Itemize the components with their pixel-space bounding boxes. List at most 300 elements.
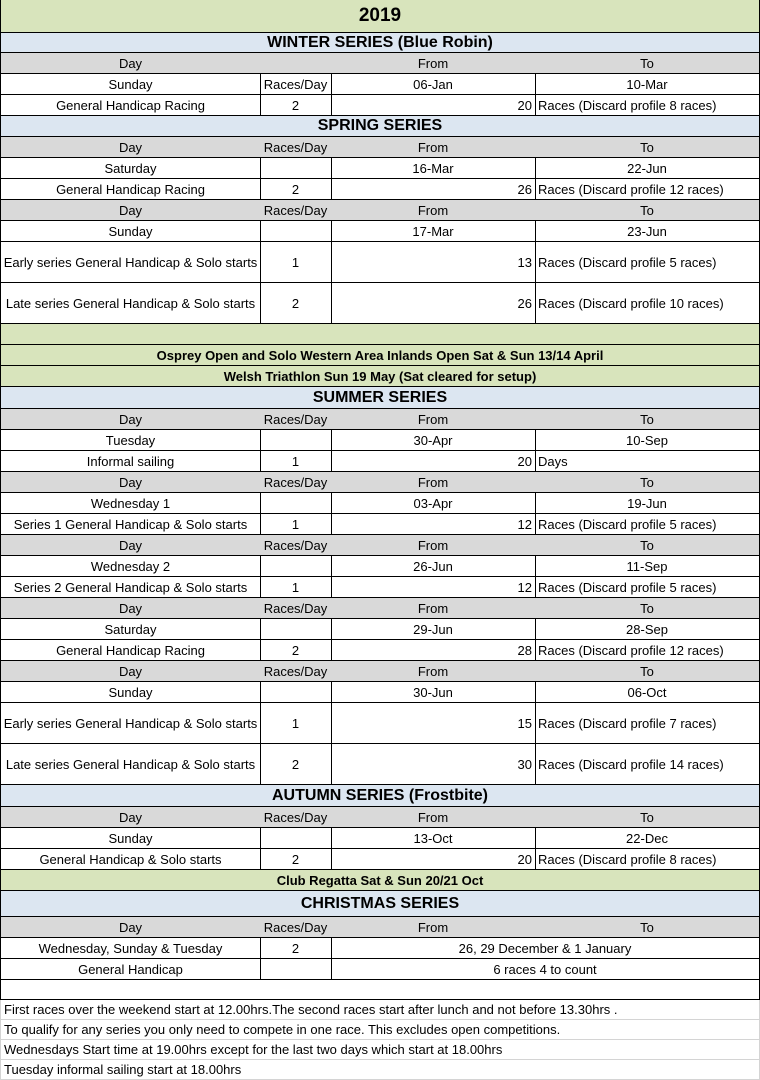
event-regatta-cell-text: Club Regatta Sat & Sun 20/21 Oct [276,872,484,888]
day-cell-text: Wednesday 2 [90,558,171,574]
to-date-text: 06-Oct [627,684,667,700]
header-from-text: From [417,919,449,935]
header-to-text: To [640,600,654,616]
day-cell-text: Wednesday 1 [90,495,171,511]
race-description-text: Races (Discard profile 5 races) [538,579,717,595]
header-day-text: Day [118,139,143,155]
series-detail-row [0,577,760,598]
day-cell-text: Sunday [108,830,153,846]
races-per-day [260,514,332,535]
races-cell-text: Races/Day [263,76,328,92]
header-races-per-day [260,137,332,158]
race-type-text: Early series General Handicap & Solo starts [3,715,258,731]
race-description [535,849,760,870]
race-description [535,640,760,661]
to-date [535,221,760,242]
day-cell [0,430,261,451]
header-from [331,598,536,619]
series-detail-row [0,849,760,870]
header-races-per-day [260,661,332,682]
header-to-text: To [640,139,654,155]
header-day [0,917,261,938]
races-cell [260,158,332,179]
header-races-per-day [260,917,332,938]
header-day [0,598,261,619]
header-to [535,917,760,938]
header-day-text: Day [118,537,143,553]
to-date [535,682,760,703]
to-date [535,828,760,849]
to-date-text: 22-Dec [626,830,668,846]
day-cell [0,158,261,179]
series-detail-row [0,451,760,472]
race-type [0,703,261,744]
header-day [0,807,261,828]
header-to-text: To [640,537,654,553]
race-type-text: General Handicap & Solo starts [39,851,222,867]
races-per-day-text: 1 [291,254,300,270]
from-date-text: 29-Jun [413,621,453,637]
day-cell-text: Saturday [104,621,157,637]
race-description-text: Days [538,453,568,469]
note-2-text: To qualify for any series you only need to compete in one race. This excludes open competitions. [4,1022,561,1037]
from-date [331,158,536,179]
christmas-day-text: Wednesday, Sunday & Tuesday [38,940,223,956]
race-description-text: Races (Discard profile 12 races) [538,181,724,197]
christmas-dates-text: 26, 29 December & 1 January [458,940,632,956]
day-row [0,682,760,703]
from-date-text: 30-Apr [413,432,453,448]
day-cell [0,556,261,577]
event-triathlon-cell-text: Welsh Triathlon Sun 19 May (Sat cleared for setup) [223,368,537,384]
races-per-day-text: 2 [291,642,300,658]
race-description [535,283,760,324]
christmas-day [0,938,261,959]
header-to [535,200,760,221]
christmas-series-title [0,891,760,917]
to-date [535,556,760,577]
header-from-text: From [417,55,449,71]
header-races-per-day-text: Races/Day [263,202,328,218]
header-to [535,409,760,430]
header-races-per-day [260,409,332,430]
races-per-day-text: 2 [291,295,300,311]
races-per-day [260,95,332,116]
spring-series-title [0,116,760,137]
day-row [0,556,760,577]
header-day-text: Day [118,474,143,490]
race-count-text: 20 [517,453,532,469]
race-count-text: 26 [517,295,532,311]
race-count-text: 20 [517,97,532,113]
from-date [331,828,536,849]
race-count-text: 12 [517,516,532,532]
race-count [331,849,536,870]
header-races-per-day-text: Races/Day [263,809,328,825]
to-date-text: 23-Jun [627,223,667,239]
day-cell-text: Saturday [104,160,157,176]
header-to [535,472,760,493]
column-header-row [0,53,760,74]
to-date [535,74,760,95]
to-date [535,158,760,179]
autumn-series-title-cell [0,785,760,807]
race-type-text: Late series General Handicap & Solo starts [5,295,256,311]
header-day [0,137,261,158]
races-per-day [260,577,332,598]
header-from-text: From [417,411,449,427]
to-date-text: 11-Sep [626,558,668,574]
autumn-series-title-cell-text: AUTUMN SERIES (Frostbite) [272,786,488,804]
column-header-row [0,661,760,682]
to-date [535,493,760,514]
from-date-text: 03-Apr [413,495,453,511]
races-cell [260,493,332,514]
christmas-series-title-cell [0,891,760,917]
races-per-day-text: 1 [291,453,300,469]
blank-row [0,980,760,1000]
header-races-per-day [260,535,332,556]
header-from [331,409,536,430]
column-header-row [0,598,760,619]
header-to-text: To [640,55,654,71]
christmas-dates [331,938,760,959]
races-per-day-text: 2 [291,97,300,113]
summer-series-title [0,387,760,409]
race-type [0,577,261,598]
to-date [535,619,760,640]
header-races-per-day-text: Races/Day [263,663,328,679]
race-type [0,179,261,200]
day-row [0,619,760,640]
christmas-empty [260,959,332,980]
day-cell [0,619,261,640]
header-from-text: From [417,663,449,679]
day-cell [0,493,261,514]
header-from-text: From [417,537,449,553]
header-to-text: To [640,411,654,427]
day-cell-text: Sunday [108,223,153,239]
header-day-text: Day [118,55,143,71]
header-from-text: From [417,809,449,825]
race-description-text: Races (Discard profile 8 races) [538,851,717,867]
from-date-text: 13-Oct [413,830,453,846]
races-per-day [260,849,332,870]
christmas-detail-row [0,959,760,980]
year-title-cell [0,0,760,33]
header-day [0,200,261,221]
race-type [0,451,261,472]
race-type [0,744,261,785]
races-per-day-text: 2 [291,756,300,772]
header-to [535,535,760,556]
header-day [0,409,261,430]
header-races-per-day-text: Races/Day [263,919,328,935]
spacer-band [0,324,760,345]
header-to-text: To [640,919,654,935]
day-cell [0,682,261,703]
blank-cell [0,980,760,1000]
note-row [0,1060,760,1080]
day-cell [0,74,261,95]
from-date [331,430,536,451]
from-date [331,682,536,703]
header-to [535,53,760,74]
from-date [331,619,536,640]
day-cell-text: Sunday [108,684,153,700]
summer-series-title-cell [0,387,760,409]
christmas-count [331,959,760,980]
header-to [535,137,760,158]
series-detail-row [0,95,760,116]
header-from [331,200,536,221]
note-row [0,1020,760,1040]
christmas-count-text: 6 races 4 to count [493,961,597,977]
from-date-text: 16-Mar [412,160,454,176]
autumn-series-title [0,785,760,807]
header-from [331,535,536,556]
header-from [331,807,536,828]
event-triathlon-cell [0,366,760,387]
races-per-day-text: 2 [291,181,300,197]
day-row [0,828,760,849]
race-description-text: Races (Discard profile 10 races) [538,295,724,311]
races-per-day-text: 1 [291,715,300,731]
race-count [331,577,536,598]
header-to [535,661,760,682]
from-date-text: 26-Jun [413,558,453,574]
event-osprey-cell-text: Osprey Open and Solo Western Area Inlands Open Sat & Sun 13/14 April [156,347,604,363]
race-type [0,242,261,283]
race-description [535,514,760,535]
race-type-text: General Handicap Racing [56,181,205,197]
to-date-text: 10-Mar [626,76,668,92]
race-count-text: 20 [517,851,532,867]
event-triathlon [0,366,760,387]
race-count [331,703,536,744]
races-cell [260,619,332,640]
column-header-row [0,200,760,221]
race-count [331,744,536,785]
spring-series-title-cell-text: SPRING SERIES [317,117,443,134]
header-from-text: From [417,139,449,155]
race-count [331,640,536,661]
series-detail-row [0,640,760,661]
winter-series-title-cell-text: WINTER SERIES (Blue Robin) [267,33,493,51]
christmas-races-per-day-text: 2 [291,940,300,956]
races-per-day [260,451,332,472]
header-to-text: To [640,474,654,490]
race-description [535,577,760,598]
races-cell [260,828,332,849]
event-osprey-cell [0,345,760,366]
series-detail-row [0,242,760,283]
year-title [0,0,760,33]
race-type-text: Informal sailing [86,453,175,469]
spacer-band-cell [0,324,760,345]
header-day-text: Day [118,919,143,935]
races-per-day [260,703,332,744]
note-row [0,1040,760,1060]
column-header-row [0,409,760,430]
races-per-day-text: 2 [291,851,300,867]
race-count [331,451,536,472]
day-row [0,221,760,242]
winter-series-title-cell [0,33,760,53]
race-type [0,640,261,661]
note-1 [0,1000,760,1020]
summer-series-title-cell-text: SUMMER SERIES [312,388,448,406]
race-type [0,283,261,324]
christmas-series-title-cell-text: CHRISTMAS SERIES [300,894,460,912]
day-row [0,493,760,514]
race-description [535,95,760,116]
note-row [0,1000,760,1020]
header-from-text: From [417,600,449,616]
series-detail-row [0,283,760,324]
event-osprey [0,345,760,366]
to-date-text: 28-Sep [626,621,668,637]
race-description [535,179,760,200]
header-from [331,137,536,158]
header-to-text: To [640,663,654,679]
race-type-text: Series 2 General Handicap & Solo starts [13,579,248,595]
note-4-text: Tuesday informal sailing start at 18.00hrs [4,1062,242,1077]
header-races-per-day-text: Races/Day [263,474,328,490]
race-count-text: 15 [517,715,532,731]
day-row [0,430,760,451]
to-date-text: 10-Sep [626,432,668,448]
race-description [535,242,760,283]
header-day-text: Day [118,202,143,218]
spring-series-title-cell [0,116,760,137]
header-races-per-day-text: Races/Day [263,537,328,553]
race-type-text: General Handicap Racing [56,97,205,113]
note-3 [0,1040,760,1060]
to-date-text: 22-Jun [627,160,667,176]
from-date [331,556,536,577]
races-per-day-text: 1 [291,516,300,532]
note-3-text: Wednesdays Start time at 19.00hrs except for the last two days which start at 18.00hrs [4,1042,503,1057]
to-date [535,430,760,451]
header-from [331,917,536,938]
races-cell [260,74,332,95]
races-per-day [260,640,332,661]
header-day [0,661,261,682]
christmas-label-text: General Handicap [78,961,183,977]
header-day [0,472,261,493]
header-from-text: From [417,202,449,218]
from-date [331,493,536,514]
christmas-races-per-day [260,938,332,959]
to-date-text: 19-Jun [627,495,667,511]
race-type-text: Late series General Handicap & Solo starts [5,756,256,772]
header-to-text: To [640,202,654,218]
race-type-text: Series 1 General Handicap & Solo starts [13,516,248,532]
race-type-text: General Handicap Racing [56,642,205,658]
race-count-text: 26 [517,181,532,197]
header-to [535,598,760,619]
race-type-text: Early series General Handicap & Solo starts [3,254,258,270]
from-date [331,221,536,242]
note-1-text: First races over the weekend start at 12.00hrs.The second races start after lunch and not before 13.30hrs . [4,1002,618,1017]
header-day-text: Day [118,809,143,825]
note-2 [0,1020,760,1040]
races-cell [260,682,332,703]
series-detail-row [0,514,760,535]
column-header-row [0,917,760,938]
winter-series-title [0,33,760,53]
races-per-day-text: 1 [291,579,300,595]
header-races-per-day-text: Races/Day [263,600,328,616]
header-from [331,472,536,493]
race-description-text: Races (Discard profile 8 races) [538,97,717,113]
header-from [331,53,536,74]
header-to [535,807,760,828]
race-count [331,514,536,535]
header-from [331,661,536,682]
day-cell [0,828,261,849]
races-per-day [260,179,332,200]
race-count [331,95,536,116]
race-description [535,451,760,472]
header-day [0,535,261,556]
race-description [535,703,760,744]
race-count-text: 13 [517,254,532,270]
header-races-per-day [260,807,332,828]
header-to-text: To [640,809,654,825]
race-type [0,514,261,535]
races-per-day [260,744,332,785]
header-day-text: Day [118,663,143,679]
header-day-text: Day [118,600,143,616]
series-detail-row [0,703,760,744]
race-count-text: 12 [517,579,532,595]
series-detail-row [0,744,760,785]
header-races-per-day [260,200,332,221]
race-description-text: Races (Discard profile 12 races) [538,642,724,658]
column-header-row [0,807,760,828]
header-races-per-day [260,472,332,493]
event-regatta-cell [0,870,760,891]
header-day-text: Day [118,411,143,427]
race-count [331,242,536,283]
from-date [331,74,536,95]
races-cell [260,430,332,451]
race-count-text: 30 [517,756,532,772]
christmas-label [0,959,261,980]
day-row [0,74,760,95]
races-cell [260,556,332,577]
race-description-text: Races (Discard profile 14 races) [538,756,724,772]
header-from-text: From [417,474,449,490]
race-description [535,744,760,785]
event-regatta [0,870,760,891]
header-races-per-day-text: Races/Day [263,411,328,427]
race-count-text: 28 [517,642,532,658]
day-row [0,158,760,179]
race-description-text: Races (Discard profile 5 races) [538,516,717,532]
races-per-day [260,242,332,283]
day-cell-text: Tuesday [105,432,156,448]
race-description-text: Races (Discard profile 7 races) [538,715,717,731]
from-date-text: 17-Mar [412,223,454,239]
race-type [0,849,261,870]
column-header-row [0,472,760,493]
from-date-text: 06-Jan [413,76,453,92]
race-count [331,283,536,324]
series-detail-row [0,179,760,200]
